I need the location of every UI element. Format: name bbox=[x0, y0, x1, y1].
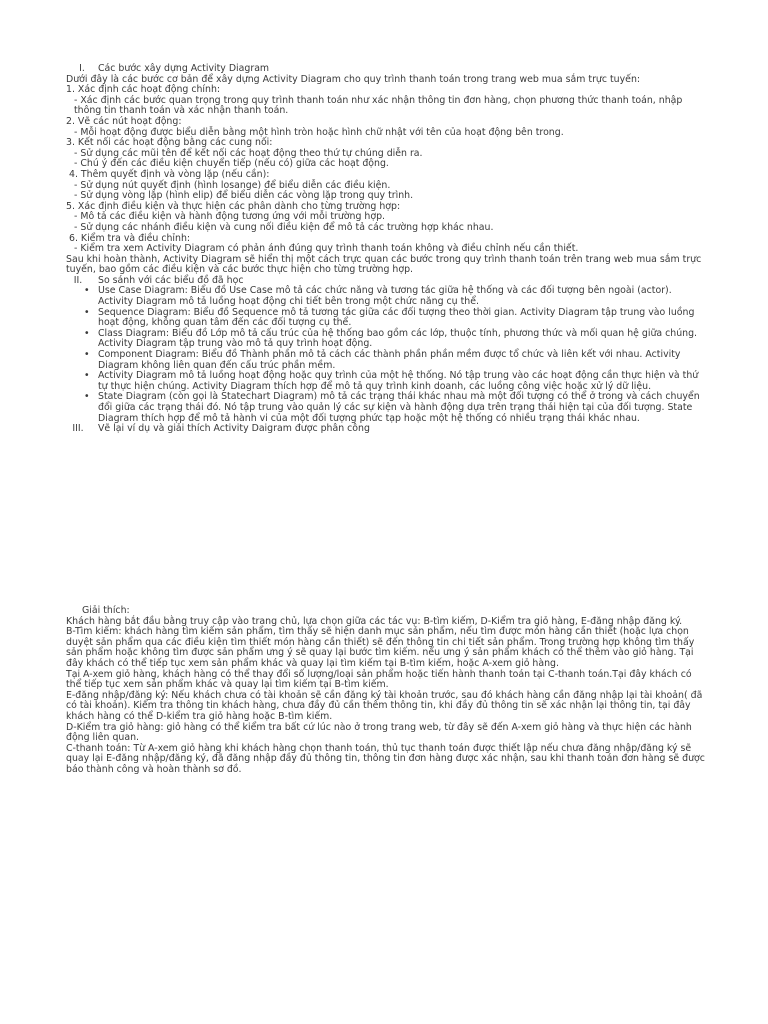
step2-detail: - Mỗi hoạt động được biểu diễn bằng một hình tròn hoặc hình chữ nhật với tên của hoạt động bên trong. bbox=[74, 126, 564, 138]
explanation-section bbox=[66, 606, 706, 776]
step5-title: 5. Xác định điều kiện và thực hiện các phân dành cho từng trường hợp: bbox=[66, 200, 401, 212]
section1-summary: Sau khi hoàn thành, Activity Diagram sẽ hiển thị một cách trực quan các bước trong quy trình thanh toán trên trang web mua sắm trực tuyến, bao gồm các điều kiện và các bước thực hiện cho từng trường hợp. bbox=[66, 253, 702, 276]
step6-title: 6. Kiểm tra và điều chỉnh: bbox=[69, 232, 191, 244]
section1-title: Các bước xây dựng Activity Diagram bbox=[98, 63, 270, 74]
list-item bbox=[66, 350, 706, 371]
bullet-icon: • bbox=[84, 370, 90, 382]
list-item-text: Activity Diagram mô tả luồng hoạt động hoặc quy trình của một hệ thống. Nó tập trung vào các hoạt động cần thực hiện và thứ tự thực hiện chúng. Activity Diagram thích hợp để mô tả quy trình kinh doanh, các luồng công việc hoặc xử lý dữ liệu. bbox=[98, 370, 699, 392]
step3-title: 3. Kết nối các hoạt động bằng các cung nối: bbox=[66, 137, 273, 149]
step5-detail-2: - Sử dụng các nhánh điều kiện và cung nối điều kiện để mô tả các trường hợp khác nhau. bbox=[74, 221, 494, 233]
bullet-icon: • bbox=[84, 391, 90, 403]
explanation-paragraph: E-đăng nhập/đăng ký: Nếu khách chưa có tài khoản sẽ cần đăng ký tài khoản trước, sau đó khách hàng cần đăng nhập lại tài khoản( đã có tài khoản). Kiểm tra thông tin khách hàng, chưa đầy đủ cần thêm thông tin, khi đầy đủ thông tin sẽ xác nhận lại thông tin, tại đây khách hàng có thể D-kiểm tra giỏ hàng hoặc B-tìm kiếm. bbox=[66, 689, 703, 722]
list-item bbox=[66, 308, 706, 329]
list-item-text: State Diagram (còn gọi là Statechart Diagram) mô tả các trạng thái khác nhau mà một đối tượng có thể ở trong và cách chuyển đổi giữa các trạng thái đó. Nó tập trung vào quản lý các sự kiện và hành động dựa trên trạng thái hiện tại của đối tượng. State Diagram thích hợp để mô tả hành vi của một đối tượng phức tạp hoặc một hệ thống có nhiều trạng thái khác nhau. bbox=[98, 391, 700, 424]
explanation-paragraph: Tại A-xem giỏ hàng, khách hàng có thể thay đổi số lượng/loại sản phẩm hoặc tiến hành thanh toán tại C-thanh toán.Tại đây khách có thể tiếp tục xem sản phẩm khác và quay lại tìm kiếm tại B-tìm kiếm. bbox=[66, 668, 692, 691]
list-item bbox=[66, 286, 706, 307]
explanation-paragraph: C-thanh toán: Từ A-xem giỏ hàng khi khách hàng chọn thanh toán, thủ tục thanh toán được thiết lập nếu chưa đăng nhập/đăng ký sẽ quay lại E-đăng nhập/đăng ký, đã đăng nhập đầy đủ thông tin, thông tin đơn hàng được xác nhận, sau khi thanh toán đơn hàng sẽ được báo thành công và hoàn thành sơ đồ. bbox=[66, 742, 705, 775]
explanation-paragraph: B-Tìm kiếm: khách hàng tìm kiếm sản phẩm, tìm thấy sẽ hiện danh mục sản phẩm, nếu tìm được món hàng cần thiết (hoặc lựa chọn duyệt sản phẩm qua các điều kiện tìm thiết món hàng cần thiết) sẽ đến thông tin chi tiết sản phẩm. Trong trường hợp không tìm thấy sản phẩm hoặc không tìm được sản phẩm ưng ý sẽ quay lại bước tìm kiếm. nếu ưng ý sản phẩm khách có thể thêm vào giỏ hàng. Tại đây khách có thể tiếp tục xem sản phẩm khác và quay lại tìm kiếm tại B-tìm kiếm, hoặc A-xem giỏ hàng. bbox=[66, 626, 695, 669]
section3-number: III. bbox=[72, 423, 84, 435]
step1-detail: - Xác định các bước quan trọng trong quy trình thanh toán như xác nhận thông tin đơn hàng, chọn phương thức thanh toán, nhập thông tin thanh toán và xác nhận thanh toán. bbox=[74, 94, 683, 117]
step4-detail-2: - Sử dụng vòng lặp (hình elip) để biểu diễn các vòng lặp trong quy trình. bbox=[74, 190, 414, 202]
step3-detail-2: - Chú ý đến các điều kiện chuyển tiếp (nếu có) giữa các hoạt động. bbox=[74, 158, 389, 170]
section2-title: So sánh với các biểu đồ đã học bbox=[98, 274, 244, 286]
explanation-paragraph: D-Kiểm tra giỏ hàng: giỏ hàng có thể kiểm tra bất cứ lúc nào ở trong trang web, từ đây sẽ đến A-xem giỏ hàng và thực hiện các hành động liên quan. bbox=[66, 721, 692, 744]
step6-detail: - Kiểm tra xem Activity Diagram có phản ánh đúng quy trình thanh toán không và điều chỉnh nếu cần thiết. bbox=[74, 243, 579, 255]
document-body bbox=[66, 64, 706, 435]
section3-heading bbox=[66, 424, 706, 435]
section3-title: Vẽ lại ví dụ và giải thích Activity Daigram được phân công bbox=[98, 423, 370, 435]
list-item-text: Sequence Diagram: Biểu đồ Sequence mô tả tương tác giữa các đối tượng theo thời gian. Activity Diagram tập trung vào luồng hoạt động, không quan tâm đến các đối tượng cụ thể. bbox=[98, 306, 695, 329]
list-item bbox=[66, 392, 706, 424]
explanation-title: Giải thích: bbox=[82, 605, 130, 616]
list-item-text: Class Diagram: Biểu đồ Lớp mô tả cấu trúc của hệ thống bao gồm các lớp, thuộc tính, phương thức và mối quan hệ giữa chúng. Activity Diagram tập trung vào mô tả quy trình hoạt động. bbox=[98, 327, 698, 350]
step5-detail-1: - Mô tả các điều kiện và hành động tương ứng với mỗi trường hợp. bbox=[74, 211, 386, 223]
bullet-icon: • bbox=[84, 349, 90, 361]
step1-title: 1. Xác định các hoạt động chính: bbox=[66, 84, 221, 96]
step2-title: 2. Vẽ các nút hoạt động: bbox=[66, 115, 182, 127]
bullet-icon: • bbox=[84, 327, 90, 339]
step4-detail-1: - Sử dụng nút quyết định (hình losange) để biểu diễn các điều kiện. bbox=[74, 179, 391, 191]
explanation-paragraph: Khách hàng bắt đầu bằng truy cập vào trang chủ, lựa chọn giữa các tác vụ: B-tìm kiếm, D-Kiểm tra giỏ hàng, E-đăng nhập đăng ký. bbox=[66, 615, 683, 627]
bullet-icon: • bbox=[84, 285, 90, 297]
section1-intro: Dưới đây là các bước cơ bản để xây dựng Activity Diagram cho quy trình thanh toán trong trang web mua sắm trực tuyến: bbox=[66, 73, 641, 85]
list-item bbox=[66, 329, 706, 350]
step4-title: 4. Thêm quyết định và vòng lặp (nếu cần): bbox=[69, 168, 270, 180]
section1-number: I. bbox=[79, 63, 85, 74]
section2-number: II. bbox=[73, 274, 83, 286]
section1-heading bbox=[66, 64, 706, 75]
comparison-list bbox=[66, 286, 706, 424]
list-item-text: Use Case Diagram: Biểu đồ Use Case mô tả các chức năng và tương tác giữa hệ thống và các đối tượng bên ngoài (actor). Activity Diagram mô tả luồng hoạt động chi tiết bên trong một chức năng cụ thể. bbox=[98, 285, 672, 308]
list-item-text: Component Diagram: Biểu đồ Thành phần mô tả cách các thành phần phần mềm được tổ chức và liên kết với nhau. Activity Diagram không liên quan đến cấu trúc phần mềm. bbox=[98, 349, 681, 371]
bullet-icon: • bbox=[84, 306, 90, 318]
list-item bbox=[66, 371, 706, 392]
step3-detail-1: - Sử dụng các mũi tên để kết nối các hoạt động theo thứ tự chúng diễn ra. bbox=[74, 147, 423, 159]
